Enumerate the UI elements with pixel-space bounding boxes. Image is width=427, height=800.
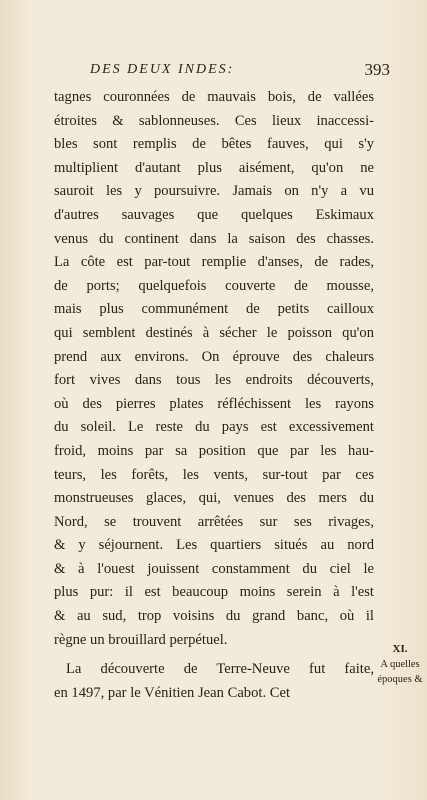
text-line: Nord, se trouvent arrêtées sur ses rivages,	[54, 513, 374, 530]
text-line: monstrueuses glaces, qui, venues des mers du	[54, 490, 374, 507]
text-line: étroites & sablonneuses. Ces lieux inaccessi-	[54, 112, 374, 129]
text-line: qui semblent destinés à sécher le poisson qu'on	[54, 324, 374, 341]
text-line: & au sud, trop voisins du grand banc, où il	[54, 608, 374, 625]
text-line: d'autres sauvages que quelques Eskimaux	[54, 206, 374, 223]
running-head	[90, 62, 390, 84]
text-line: mais plus communément de petits cailloux	[54, 301, 374, 318]
text-line: plus pur: il est beaucoup moins serein à l'est	[54, 584, 374, 601]
margin-note	[376, 642, 424, 687]
page-number: 393	[364, 60, 390, 79]
text-line: La découverte de Terre-Neuve fut faite,	[66, 661, 374, 678]
margin-note-number: XI.	[392, 643, 408, 655]
text-line: sauroit les y poursuivre. Jamais on n'y a vu	[54, 183, 374, 200]
running-title: DES DEUX INDES:	[90, 62, 235, 77]
text-line: de ports; quelquefois couverte de mousse,	[54, 277, 374, 294]
paragraph-2	[54, 658, 374, 705]
text-line: tagnes couronnées de mauvais bois, de vallées	[54, 89, 374, 105]
text-line: bles sont remplis de bêtes fauves, qui s'y	[54, 136, 374, 153]
text-line: teurs, les forêts, les vents, sur-tout par ces	[54, 466, 374, 483]
text-line: multiplient d'autant plus aisément, qu'on ne	[54, 159, 374, 176]
text-line: La côte est par-tout remplie d'anses, de rades,	[54, 254, 374, 271]
margin-note-line: A quelles	[380, 659, 420, 670]
text-line: règne un brouillard perpétuel.	[54, 631, 228, 648]
text-line: & à l'ouest jouissent constamment du ciel le	[54, 560, 374, 577]
text-line: prend aux environs. On éprouve des chaleurs	[54, 348, 374, 365]
paragraph-1	[54, 86, 374, 652]
text-line: fort vives dans tous les endroits découverts,	[54, 372, 374, 389]
text-line: venus du continent dans la saison des chasses.	[54, 230, 374, 247]
margin-note-line: époques &	[377, 674, 423, 685]
body-text	[54, 86, 374, 705]
text-line: & y séjournent. Les quartiers situés au nord	[54, 537, 374, 554]
text-line: froid, moins par sa position que par les hau-	[54, 442, 374, 459]
text-line: où des pierres plates réfléchissent les rayons	[54, 395, 374, 412]
text-line: du soleil. Le reste du pays est excessivement	[54, 419, 374, 436]
text-line: en 1497, par le Vénitien Jean Cabot. Cet	[54, 684, 291, 701]
